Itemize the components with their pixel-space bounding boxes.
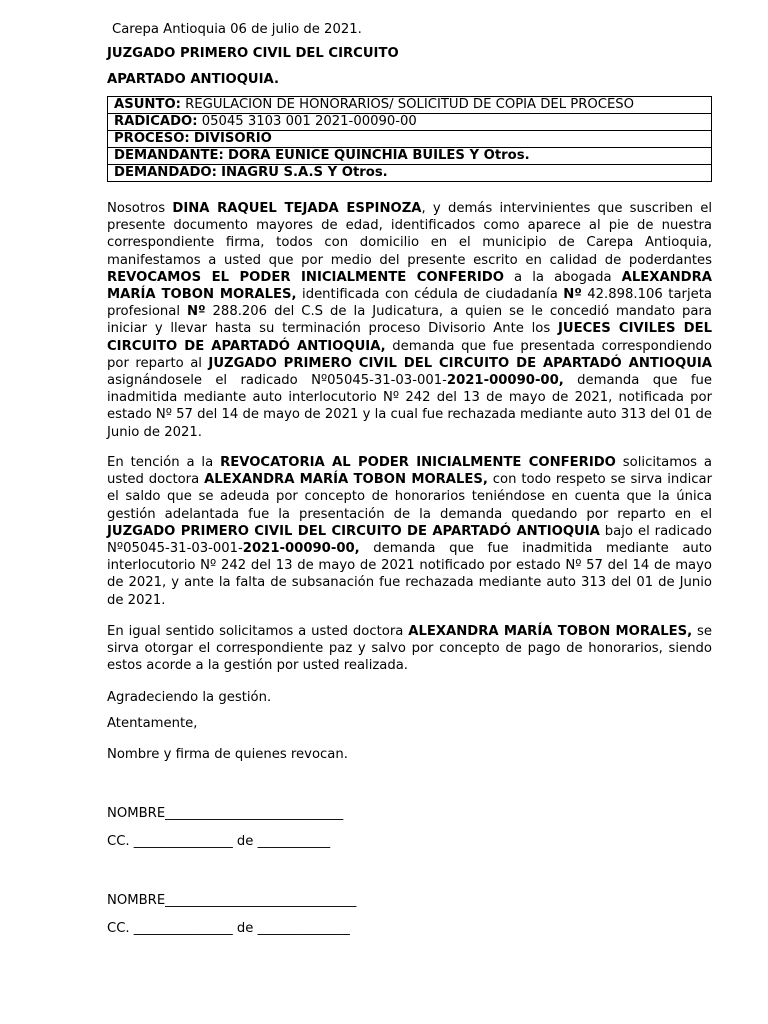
text-run: con todo respeto se sirva indicar el saldo que se adeuda por concepto de honorarios teniéndose en cuenta que la única gestión adelantada fue la presentación de la demanda quedando por reparto en el: [107, 472, 713, 522]
bold-run: 2021-00090-00,: [242, 541, 360, 557]
subject-value: 05045 3103 001 2021-00090-00: [201, 114, 417, 129]
subject-value: DIVISORIO: [193, 131, 272, 146]
signature-cc-line: CC. _______________ de ___________: [107, 834, 331, 849]
bold-run: REVOCATORIA AL PODER INICIALMENTE CONFERIDO: [220, 455, 616, 470]
subject-row-asunto: [108, 97, 712, 114]
closing-regards: Atentamente,: [107, 716, 198, 731]
bold-run: JUECES CIVILES DEL CIRCUITO DE APARTADÓ ANTIOQUIA,: [107, 321, 712, 354]
body-paragraph-paz-y-salvo: [107, 623, 712, 675]
bold-run: DINA RAQUEL TEJADA ESPINOZA: [172, 201, 422, 216]
text-run: En tención a la: [107, 455, 221, 470]
text-run: , y demás intervinientes que suscriben el presente documento mayores de edad, identificados como aparece al pie de nuestra correspondiente firma, todos con domicilio en el municipio de Carepa Antioquia, manifestamos a usted que por medio del presente escrito en calidad de poderdantes: [107, 201, 712, 268]
subject-label: ASUNTO:: [114, 97, 181, 112]
text-run: identificada con cédula de ciudadanía: [296, 287, 564, 303]
bold-run: ALEXANDRA MARÍA TOBON MORALES,: [204, 472, 488, 488]
text-run: 42.898.106 tarjeta profesional: [107, 287, 712, 320]
subject-row-demandante: [108, 148, 712, 165]
closing-thanks: Agradeciendo la gestión.: [107, 690, 272, 705]
subject-value: DORA EUNICE QUINCHIA BUILES Y Otros.: [228, 148, 530, 163]
text-run: 288.206 del C.S de la Judicatura, a quien se le concedió mandato para iniciar y llevar hasta su terminación proceso Divisorio Ante los: [107, 304, 712, 337]
subject-value: REGULACION DE HONORARIOS/ SOLICITUD DE COPIA DEL PROCESO: [185, 97, 635, 112]
court-name: JUZGADO PRIMERO CIVIL DEL CIRCUITO: [107, 46, 399, 61]
bold-run: JUZGADO PRIMERO CIVIL DEL CIRCUITO DE APARTADÓ ANTIOQUIA: [208, 355, 712, 371]
text-run: demanda que fue presentada correspondiendo por reparto al: [107, 338, 712, 371]
dateline: Carepa Antioquia 06 de julio de 2021.: [112, 22, 362, 37]
bold-run: Nº: [563, 287, 582, 303]
subject-row-demandado: [108, 165, 712, 182]
body-paragraph-fees-request: [107, 454, 712, 609]
text-run: a la abogada: [503, 269, 622, 285]
subject-row-radicado: [108, 114, 712, 131]
text-run: bajo el radicado Nº05045-31-03-001-: [107, 523, 712, 557]
text-run: demanda que fue inadmitida mediante auto interlocutorio Nº 242 del 13 de mayo de 2021, notificada por estado Nº 57 del 14 de mayo de 2021 y la cual fue rechazada mediante auto 313 del 01 de Junio de 2021.: [107, 373, 712, 440]
subject-value: INAGRU S.A.S Y Otros.: [221, 165, 388, 180]
signature-name-line: NOMBRE___________________________: [107, 806, 344, 821]
subject-row-proceso: [108, 131, 712, 148]
signature-name-line: NOMBRE_____________________________: [107, 893, 357, 908]
text-run: Nosotros: [107, 201, 173, 216]
text-run: En igual sentido solicitamos a usted doctora: [107, 624, 409, 639]
text-run: se sirva otorgar el correspondiente paz y salvo por concepto de pago de honorarios, siendo estos acorde a la gestión por usted realizada.: [107, 624, 713, 674]
bold-run: Nº: [187, 304, 206, 320]
bold-run: ALEXANDRA MARÍA TOBON MORALES,: [408, 624, 693, 639]
text-run: solicitamos a usted doctora: [107, 455, 712, 488]
subject-table: [107, 96, 712, 182]
bold-run: REVOCAMOS EL PODER INICIALMENTE CONFERIDO: [107, 269, 504, 285]
subject-label: RADICADO:: [114, 114, 198, 129]
closing-signers: Nombre y firma de quienes revocan.: [107, 747, 348, 762]
text-run: demanda que fue inadmitida mediante auto interlocutorio Nº 242 del 13 de mayo de 2021 notificado por estado Nº 57 del 14 de mayo de 2021, y ante la falta de subsanación fue rechazada mediante auto 313 del 01 de Junio de 2021.: [107, 541, 712, 608]
bold-run: ALEXANDRA MARÍA TOBON MORALES,: [107, 269, 712, 303]
subject-label: DEMANDADO:: [114, 165, 217, 180]
text-run: asignándosele el radicado Nº05045-31-03-001-: [107, 373, 447, 389]
subject-label: PROCESO:: [114, 131, 190, 146]
body-paragraph-revocation: [107, 200, 712, 441]
court-city: APARTADO ANTIOQUIA.: [107, 72, 279, 87]
signature-cc-line: CC. _______________ de ______________: [107, 921, 350, 936]
subject-label: DEMANDANTE:: [114, 148, 224, 163]
bold-run: JUZGADO PRIMERO CIVIL DEL CIRCUITO DE APARTADÓ ANTIOQUIA: [107, 523, 600, 539]
bold-run: 2021-00090-00,: [446, 373, 564, 389]
